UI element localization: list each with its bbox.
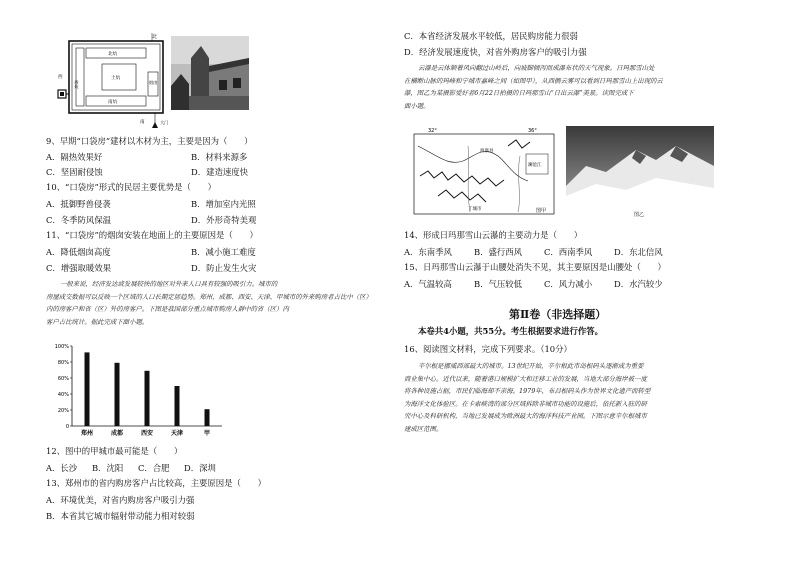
q11-option-d[interactable]: D．防止发生火灾 [191,263,257,273]
y-tick-label: 80% [57,360,69,366]
west-kang-label: 西炕 [74,80,80,89]
x-tick-label: 天津 [170,430,184,437]
passage-bergen-line: 究中心及科研机构，当地已发展成为欧洲最大的海洋科技产业园。下图示意辛尔根城市 [404,412,647,421]
q12-option-b[interactable]: B．沈阳 [92,463,124,473]
q10-option-b[interactable]: B．增加室内光照 [191,199,256,209]
bar-西安 [145,371,150,426]
passage-bergen-line: 商业集中心。近代以来，随着港口规模扩大和迁移工业的发展，当地大部分海岸被一度 [404,374,647,383]
passage-cloud-line: 瀑，图乙为某摄影爱好者6月22日拍摄的日玛那雪山“日出云瀑”美景。读图完成下 [404,89,634,98]
q12-option-a[interactable]: A．长沙 [46,463,78,473]
q14-option-d[interactable]: D．东北信风 [614,247,663,257]
y-tick-label: 20% [57,408,69,414]
passage-housing-line: 一般来说，经济发达或发展较快的地区对外来人口具有较强的吸引力。城市的 [60,280,278,288]
q11-stem: 11、“口袋房”的烟囱安装在地面上的主要原因是（ ） [46,230,258,240]
map-caption-1: 图甲 [536,208,547,214]
passage-bergen [404,360,734,436]
q13-option-a[interactable]: A．环境优美，对省内购房客户吸引力强 [46,495,195,505]
y-tick-label: 40% [57,392,69,398]
q13-option-d[interactable]: D．经济发展速度快，对省外购房客户的吸引力强 [404,47,587,57]
q9-stem: 9、早期“口袋房”建材以木材为主，主要是因为（ ） [46,136,253,146]
north-kang-label: 北炕 [108,52,118,57]
mountain-map [408,126,560,218]
q9-option-b[interactable]: B．材料来源多 [191,152,248,162]
q14-option-a[interactable]: A．东南季风 [404,247,452,257]
map-lon2: 36° [528,128,537,134]
q15-option-b[interactable]: B．气压较低 [474,279,523,289]
photo-caption-2: 图乙 [634,212,645,218]
passage-bergen-line: 为海洋文化体验区。在卡索峡湾的部分区域拆除非城市功能的设施后，依托新入驻的研 [404,399,647,408]
x-tick-label: 甲 [203,430,211,437]
q15-option-d[interactable]: D．水汽较少 [614,279,663,289]
passage-cloud-line: 面小题。 [404,101,430,110]
passage-cloud-line: 云瀑是云体顺着风向翻过山岭后，向坡脚倾泻而成瀑布状的天气现象。日玛那雪山处 [418,64,655,72]
y-tick-label: 0 [65,424,69,430]
bar-成都 [115,363,120,426]
passage-housing-line: 客户占比统计。据此完成下面小题。 [46,317,149,326]
q11-option-c[interactable]: C．增强取暖效果 [46,263,112,273]
q13-option-c[interactable]: C．本省经济发展水平较低，居民购房能力很弱 [404,31,578,41]
passage-bergen-line: 将各种设施占据，市民们临海却不亲海。1979年，布吕根码头作为世界文化遗产而转型 [404,387,651,396]
x-tick-label: 郑州 [80,430,94,437]
q15-option-a[interactable]: A．气温较高 [404,279,452,289]
left-column [46,0,376,562]
q11-option-a[interactable]: A．降低烟囱高度 [46,247,111,257]
q12-option-c[interactable]: C．合肥 [138,463,170,473]
passage-housing-line: 房屋成交数据可以反映一个区域的人口长期定居趋势。郑州、成都、西安、天津、甲城市的外来购房者占比中（区） [46,292,372,301]
q10-option-a[interactable]: A．抵御野兽侵袭 [46,199,111,209]
q9-option-d[interactable]: D．建造速度快 [191,167,248,177]
q11-option-b[interactable]: B．减小施工难度 [191,247,256,257]
q9-option-c[interactable]: C．坚固耐侵蚀 [46,167,103,177]
q10-option-c[interactable]: C．冬季防风保温 [46,215,112,225]
q9-option-a[interactable]: A．隔热效果好 [46,152,103,162]
south-kang-label: 南炕 [108,100,118,105]
chimney-room-label: 烟囱 [149,80,158,85]
house-floor-plan [56,30,176,130]
housing-bar-chart [46,338,226,440]
map-place1: 西康县 [480,149,494,154]
q15-option-c[interactable]: C．风力减小 [544,279,593,289]
right-column [404,0,734,562]
south-label: 南 [140,120,145,125]
bar-郑州 [85,352,90,426]
x-tick-label: 成都 [110,430,124,437]
q13-option-b[interactable]: B．本省其它城市辐射带动能力相对较弱 [46,511,195,521]
q12-stem: 12、图中的甲城市最可能是（ ） [46,446,183,456]
map-lon1: 32° [428,128,437,134]
cloud-waterfall-photo [566,126,714,218]
passage-cloud-waterfall [404,62,734,112]
passage-bergen-line: 辛尔根是挪威西部最大的城市。13世纪开始，辛尔根此市岛根码头逐渐成为重要 [418,362,644,370]
passage-housing [46,278,376,328]
part2-title: 第Ⅱ卷（非选择题） [509,308,607,321]
north-label: 北 [152,34,158,40]
q10-option-d[interactable]: D．外形奇特美观 [191,215,257,225]
q14-option-c[interactable]: C．西南季风 [544,247,593,257]
q15-stem: 15、日玛那雪山云瀑于山腰处消失不见，其主要原因是山腰处（ ） [404,262,666,272]
bar-天津 [175,386,180,426]
passage-bergen-line: 建成区范围。 [404,424,443,433]
passage-cloud-line: 在横断山脉的玛峰和宁城市嘉峰之间（如图甲），从西侧云雾可以看到日玛那雪山上出现的云 [404,76,663,85]
q12-option-d[interactable]: D．深圳 [184,463,216,473]
q14-stem: 14、形成日玛那雪山云瀑的主要动力是（ ） [404,230,583,240]
west-label: 西 [58,75,63,80]
door-label: 大门 [160,120,169,125]
y-tick-label: 100% [54,344,69,350]
bar-甲 [205,409,210,426]
passage-housing-line: 内的房客户和省（区）外的房客户。下图是我国部分重点城市购房人群中的省（区）内 [46,305,289,314]
part2-note: 本卷共4小题，共55分。考生根据要求进行作答。 [418,326,603,336]
q16-stem: 16、阅读图文材料，完成下列要求。（10分） [404,344,572,354]
cold-kang-label: 土炕 [111,76,121,81]
q14-option-b[interactable]: B．盛行西风 [474,247,523,257]
x-tick-label: 西安 [140,430,154,437]
map-place2: 澜沧江 [528,163,542,168]
house-photo [171,36,249,110]
q13-stem: 13、郑州市的省内购房客户占比较高，主要原因是（ ） [46,478,267,488]
q10-stem: 10、“口袋房”形式的民居主要优势是（ ） [46,182,216,192]
y-tick-label: 60% [57,376,69,382]
map-legend: 丁城市 [468,207,482,212]
